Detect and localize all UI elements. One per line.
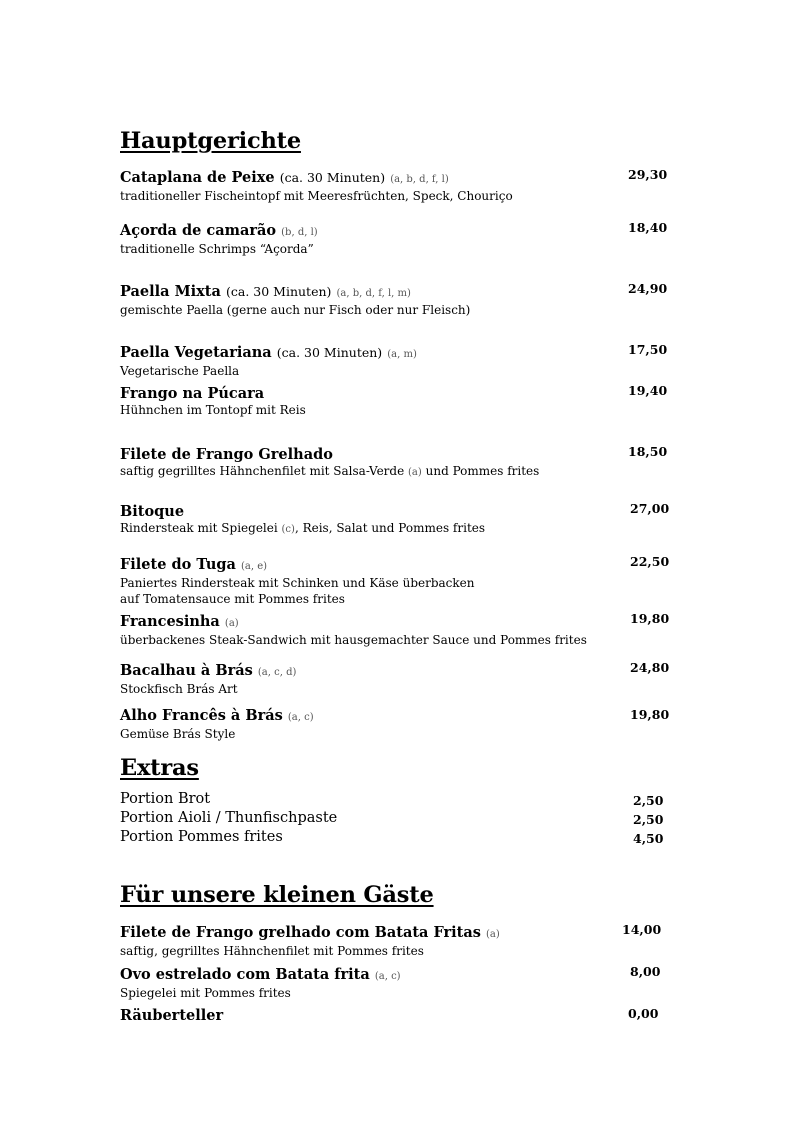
- menu-item: [120, 555, 680, 607]
- extra-item-name: Portion Brot: [120, 791, 211, 807]
- dish-name: Bacalhau à Brás: [120, 662, 253, 679]
- allergen-codes: (a): [224, 618, 239, 629]
- allergen-codes: (a, e): [241, 561, 268, 572]
- dish-note: (ca. 30 Minuten): [226, 284, 332, 299]
- dish-description: Gemüse Brás Style: [120, 727, 236, 741]
- dish-price: 22,50: [630, 554, 670, 569]
- dish-description: überbackenes Steak-Sandwich mit hausgemachter Sauce und Pommes frites: [120, 633, 587, 647]
- allergen-codes: (a): [408, 467, 422, 478]
- allergen-codes: (a, c): [287, 712, 314, 723]
- menu-item: [120, 168, 680, 204]
- menu-item: [120, 965, 680, 1001]
- dish-note: (ca. 30 Minuten): [276, 345, 383, 360]
- extra-item-name: Portion Pommes frites: [120, 829, 283, 845]
- dish-description: [120, 520, 680, 538]
- dish-price: 0,00: [628, 1006, 659, 1021]
- dish-price: 19,80: [630, 611, 670, 626]
- extra-item-price: 4,50: [633, 831, 664, 846]
- dish-name: Alho Francês à Brás: [120, 707, 283, 724]
- extra-item-name: Portion Aioli / Thunfischpaste: [120, 810, 338, 826]
- dish-price: 17,50: [628, 342, 668, 357]
- dish-name: Frango na Púcara: [120, 385, 265, 402]
- section-title-kids: Für unsere kleinen Gäste: [120, 882, 434, 908]
- dish-name: Ovo estrelado com Batata frita: [120, 966, 370, 983]
- section-title-hauptgerichte: Hauptgerichte: [120, 128, 301, 154]
- menu-item: [120, 445, 680, 481]
- dish-price: 8,00: [630, 964, 661, 979]
- dish-description: auf Tomatensauce mit Pommes frites: [120, 592, 345, 606]
- extra-item-price: 2,50: [633, 793, 664, 808]
- dish-price: 24,80: [630, 660, 670, 675]
- description-text: und Pommes frites: [425, 464, 540, 478]
- dish-name: Räuberteller: [120, 1007, 224, 1024]
- allergen-codes: (b, d, l): [281, 227, 318, 238]
- dish-description: saftig, gegrilltes Hähnchenfilet mit Pommes frites: [120, 944, 424, 958]
- dish-price: 19,40: [628, 383, 668, 398]
- allergen-codes: (a, b, d, f, l, m): [336, 288, 411, 299]
- dish-name: Filete de Frango grelhado com Batata Fritas: [120, 924, 481, 941]
- menu-item: [120, 612, 680, 648]
- dish-description: gemischte Paella (gerne auch nur Fisch oder nur Fleisch): [120, 303, 471, 317]
- dish-name: Filete de Frango Grelhado: [120, 446, 333, 463]
- dish-price: 19,80: [630, 707, 670, 722]
- dish-description: [120, 463, 680, 481]
- dish-description: traditioneller Fischeintopf mit Meeresfrüchten, Speck, Chouriço: [120, 189, 513, 203]
- allergen-codes: (a, b, d, f, l): [390, 174, 449, 185]
- menu-item: [120, 282, 680, 318]
- description-text: saftig gegrilltes Hähnchenfilet mit Salsa-Verde: [120, 464, 405, 478]
- section-title-extras: Extras: [120, 755, 199, 781]
- dish-description: Spiegelei mit Pommes frites: [120, 986, 291, 1000]
- allergen-codes: (a, m): [387, 349, 417, 360]
- menu-item: [120, 923, 680, 959]
- allergen-codes: (a, c, d): [257, 667, 297, 678]
- dish-description: Paniertes Rindersteak mit Schinken und Käse überbacken: [120, 576, 475, 590]
- dish-description: Stockfisch Brás Art: [120, 682, 238, 696]
- dish-price: 18,50: [628, 444, 668, 459]
- allergen-codes: (a, c): [374, 971, 401, 982]
- menu-item: [120, 384, 680, 418]
- dish-price: 18,40: [628, 220, 668, 235]
- menu-item: [120, 1006, 680, 1024]
- menu-item: [120, 221, 680, 257]
- dish-name: Paella Mixta: [120, 283, 221, 300]
- dish-name: Francesinha: [120, 613, 220, 630]
- dish-price: 27,00: [630, 501, 670, 516]
- description-text: Rindersteak mit Spiegelei: [120, 521, 278, 535]
- dish-description: traditionelle Schrimps “Açorda”: [120, 242, 314, 256]
- extra-item-price: 2,50: [633, 812, 664, 827]
- dish-name: Filete do Tuga: [120, 556, 236, 573]
- description-text: , Reis, Salat und Pommes frites: [294, 521, 486, 535]
- menu-item: [120, 661, 680, 697]
- allergen-codes: (c): [281, 524, 295, 535]
- menu-item: [120, 502, 680, 538]
- menu-item: [120, 343, 680, 379]
- dish-name: Paella Vegetariana: [120, 344, 272, 361]
- menu-item: [120, 706, 680, 742]
- dish-name: Bitoque: [120, 503, 185, 520]
- allergen-codes: (a): [486, 929, 500, 940]
- dish-price: 14,00: [622, 922, 662, 937]
- dish-price: 24,90: [628, 281, 668, 296]
- dish-name: Cataplana de Peixe: [120, 169, 275, 186]
- dish-description: Vegetarische Paella: [120, 364, 240, 378]
- dish-price: 29,30: [628, 167, 668, 182]
- dish-note: (ca. 30 Minuten): [279, 170, 386, 185]
- dish-description: Hühnchen im Tontopf mit Reis: [120, 403, 306, 417]
- dish-name: Açorda de camarão: [120, 222, 277, 239]
